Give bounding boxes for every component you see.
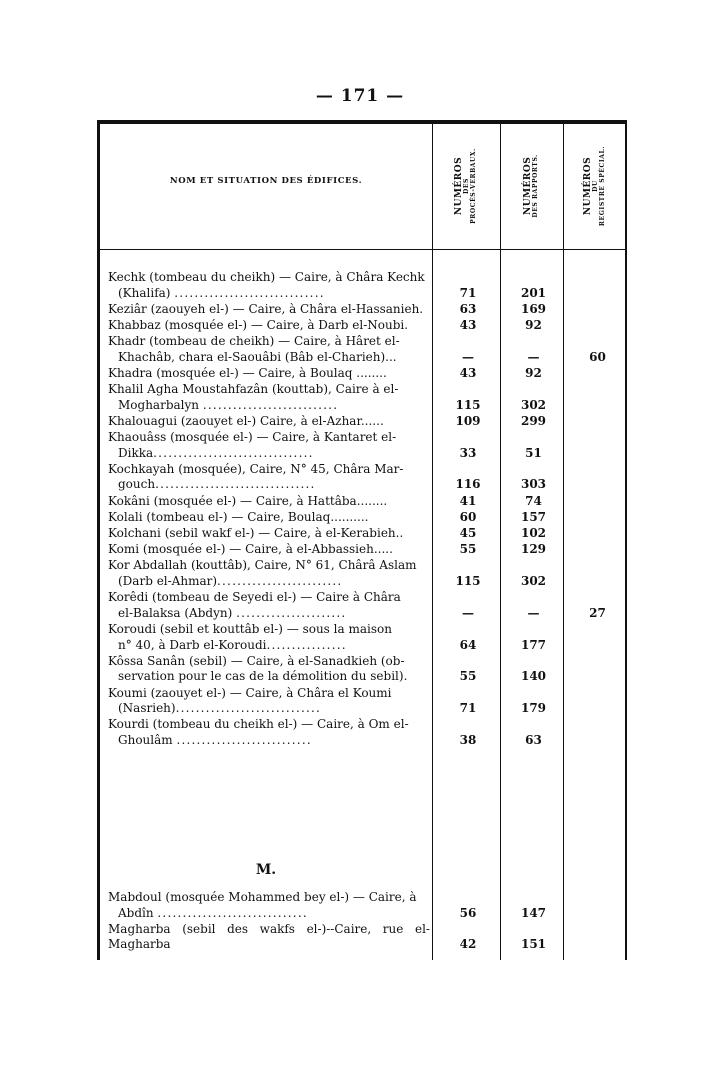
list-item [108, 334, 630, 365]
rapport-number: 92 [525, 365, 542, 380]
leader-dots: ......................... [217, 574, 343, 588]
list-item [108, 366, 630, 382]
rapport-number: 151 [520, 937, 547, 952]
proces-verbal-number: 33 [459, 445, 477, 460]
edifice-line-2 [108, 574, 430, 590]
edifice-line-1: Magharba (sebil des wakfs el-)--Caire, rue el-Magharba [108, 921, 430, 952]
edifice-line-2-text: Khachâb, chara el-Saouâbi (Bâb el-Charieh)... [118, 349, 397, 364]
header-sublabel: REGISTRE SPÉCIAL. [599, 145, 607, 227]
list-item [108, 302, 630, 318]
edifice-name [108, 922, 430, 953]
page-number: — 171 — [315, 86, 405, 106]
header-rapports [500, 130, 563, 242]
leader-dots: .............................. [157, 905, 308, 920]
edifice-line-1: Kechk (tombeau du cheikh) — Caire, à Châra Kechk [108, 270, 425, 284]
list-item [108, 270, 630, 301]
proces-verbal-number: 109 [455, 413, 481, 428]
rapport-number: 63 [525, 732, 542, 747]
edifice-line-2-text: Mogharbalyn [118, 397, 203, 412]
header-label: NUMÉROS [522, 156, 533, 216]
header-label: NUMÉROS [583, 156, 594, 216]
proces-verbal-number: 115 [455, 574, 481, 588]
edifice-line-2 [108, 446, 430, 462]
edifice-name [108, 654, 430, 685]
edifice-name [108, 622, 430, 653]
list-item [108, 542, 630, 558]
edifice-name [108, 318, 430, 334]
edifice-line-1: Kourdi (tombeau du cheikh el-) — Caire, à Om el- [108, 717, 409, 732]
entry-list-m [108, 890, 630, 954]
edifice-line-2-text: el-Balaksa (Abdyn) [118, 605, 237, 620]
section-letter-m: M. [255, 862, 277, 878]
list-item [108, 494, 630, 510]
list-item [108, 622, 630, 653]
edifice-line-2-text: Ghoulâm [118, 732, 177, 747]
edifice-line-1: Keziâr (zaouyeh el-) — Caire, à Châra el-Hassanieh. [108, 301, 424, 316]
leader-dots: ........................... [176, 732, 312, 747]
header-label: NUMÉROS [453, 156, 464, 216]
header-rule [100, 249, 625, 250]
edifice-line-2 [108, 286, 430, 302]
proces-verbal-number: 63 [459, 301, 477, 316]
edifice-line-2-text: gouch [118, 477, 156, 492]
registre-number: 60 [589, 349, 606, 364]
edifice-line-1: Khadr (tombeau de cheikh) — Caire, à Hâret el- [108, 334, 400, 349]
proces-verbal-number: — [462, 605, 474, 620]
leader-dots: ................................ [155, 477, 316, 492]
rapport-number: 302 [520, 397, 547, 412]
proces-verbal-number: 43 [459, 365, 477, 380]
header-registre-special [563, 130, 628, 242]
edifice-line-1: Kochkayah (mosquée), Caire, N° 45, Châra Mar- [108, 461, 404, 476]
edifice-line-1: Kolali (tombeau el-) — Caire, Boulaq.......... [108, 509, 369, 524]
edifice-name [108, 302, 430, 318]
registre-number: 27 [589, 605, 606, 620]
rapport-number: 299 [520, 413, 547, 428]
edifice-line-2-text: (Darb el-Ahmar) [118, 574, 218, 588]
edifice-name [108, 334, 430, 365]
rapport-number: 302 [520, 574, 547, 588]
rapport-number: 303 [520, 477, 547, 492]
rapport-number: 201 [520, 285, 547, 300]
entry-list [108, 270, 630, 749]
leader-dots: ........................... [202, 397, 339, 412]
edifice-line-2 [108, 398, 430, 414]
index-table [97, 120, 627, 960]
edifice-line-1: Koroudi (sebil et kouttâb el-) — sous la maison [108, 621, 392, 636]
edifice-name [108, 366, 430, 382]
edifice-name [108, 590, 430, 621]
list-item [108, 890, 630, 921]
edifice-name [108, 270, 430, 301]
edifice-line-1: Khalil Agha Moustahfazân (kouttab), Caire à el- [108, 382, 399, 397]
list-item [108, 462, 630, 493]
rapport-number: 140 [520, 669, 547, 684]
edifice-line-2 [108, 477, 430, 493]
leader-dots: ............................. [175, 701, 322, 716]
list-item [108, 686, 630, 717]
edifice-line-2-text: Abdîn [118, 905, 158, 920]
edifice-name [108, 382, 430, 413]
header-sublabel: PROCÈS-VERBAUX. [469, 148, 477, 224]
proces-verbal-number: 115 [455, 397, 481, 412]
proces-verbal-number: 38 [459, 732, 477, 747]
list-item [108, 382, 630, 413]
proces-verbal-number: — [462, 349, 474, 364]
list-item [108, 717, 630, 748]
proces-verbal-number: 71 [459, 701, 477, 716]
rapport-number: 147 [520, 905, 547, 920]
proces-verbal-number: 71 [459, 285, 477, 300]
list-item [108, 558, 630, 589]
header-sublabel: DES RAPPORTS. [532, 154, 540, 218]
edifice-line-2 [108, 606, 430, 622]
edifice-line-2 [108, 906, 430, 922]
edifice-line-2-text: (Nasrieh) [118, 701, 176, 716]
rapport-number: 51 [525, 445, 542, 460]
edifice-line-1: Mabdoul (mosquée Mohammed bey el-) — Caire, à [108, 890, 417, 904]
edifice-line-2 [108, 701, 430, 717]
edifice-name [108, 717, 430, 748]
header-sublabel: DU [592, 180, 600, 192]
leader-dots: ...................... [236, 605, 347, 620]
edifice-line-1: Khadra (mosquée el-) — Caire, à Boulaq ........ [108, 365, 387, 380]
rapport-number: 179 [520, 701, 547, 716]
proces-verbal-number: 42 [459, 937, 477, 952]
list-item [108, 590, 630, 621]
rapport-number: 129 [520, 542, 547, 557]
edifice-line-1: Khabbaz (mosquée el-) — Caire, à Darb el-Noubi. [108, 317, 409, 332]
proces-verbal-number: 55 [459, 669, 477, 684]
list-item [108, 526, 630, 542]
edifice-line-1: Khalouagui (zaouyet el-) Caire, à el-Azhar...... [108, 413, 384, 428]
edifice-line-1: Kolchani (sebil wakf el-) — Caire, à el-Kerabieh.. [108, 526, 404, 541]
proces-verbal-number: 45 [459, 526, 477, 541]
proces-verbal-number: 43 [459, 317, 477, 332]
rapport-number: 92 [525, 317, 542, 332]
header-sublabel: DES [463, 178, 471, 194]
edifice-name [108, 890, 430, 921]
list-item [108, 510, 630, 526]
rapport-number: 74 [525, 493, 542, 508]
leader-dots: ................................ [153, 445, 314, 460]
edifice-line-2 [108, 638, 430, 654]
rapport-number: 169 [520, 301, 547, 316]
leader-dots: .............................. [174, 285, 325, 300]
edifice-line-1: Kôssa Sanân (sebil) — Caire, à el-Sanadkieh (ob- [108, 653, 405, 668]
rapport-number: 102 [520, 526, 547, 541]
list-item [108, 430, 630, 461]
list-item [108, 654, 630, 685]
edifice-line-2 [108, 733, 430, 749]
list-item [108, 318, 630, 334]
edifice-line-2-text: Dikka [118, 445, 154, 460]
edifice-name [108, 542, 430, 558]
rapport-number: — [527, 605, 540, 620]
edifice-line-2 [108, 669, 430, 685]
proces-verbal-number: 56 [459, 905, 477, 920]
edifice-line-1: Kor Abdallah (kouttâb), Caire, N° 61, Chârâ Aslam [108, 558, 417, 573]
edifice-line-1: Komi (mosquée el-) — Caire, à el-Abbassieh..... [108, 542, 393, 557]
header-proces-verbaux [432, 130, 500, 242]
leader-dots: ................ [266, 637, 347, 652]
list-item [108, 922, 630, 953]
proces-verbal-number: 60 [459, 509, 477, 524]
proces-verbal-number: 64 [459, 637, 477, 652]
proces-verbal-number: 55 [459, 542, 477, 557]
rapport-number: — [527, 349, 540, 364]
rapport-number: 177 [520, 637, 547, 652]
proces-verbal-number: 41 [459, 493, 477, 508]
list-item [108, 414, 630, 430]
edifice-name [108, 510, 430, 526]
edifice-name [108, 430, 430, 461]
edifice-line-1: Korêdi (tombeau de Seyedi el-) — Caire à Châra [108, 590, 401, 605]
edifice-name [108, 686, 430, 717]
edifice-name [108, 414, 430, 430]
proces-verbal-number: 116 [455, 477, 481, 492]
rapport-number: 157 [520, 509, 547, 524]
edifice-name [108, 526, 430, 542]
edifice-line-2 [108, 350, 430, 366]
edifice-line-2-text: n° 40, à Darb el-Koroudi [118, 637, 267, 652]
edifice-line-2-text: servation pour le cas de la démolition du sebil). [118, 669, 408, 684]
edifice-name [108, 462, 430, 493]
edifice-line-2-text: (Khalifa) [118, 285, 175, 300]
edifice-line-1: Kokâni (mosquée el-) — Caire, à Hattâba........ [108, 493, 388, 508]
edifice-line-1: Koumi (zaouyet el-) — Caire, à Châra el Koumi [108, 685, 392, 700]
edifice-name [108, 494, 430, 510]
edifice-line-1: Khaouâss (mosquée el-) — Caire, à Kantaret el- [108, 430, 397, 445]
edifice-name [108, 558, 430, 589]
header-name-column: NOM ET SITUATION DES ÉDIFICES. [169, 176, 363, 186]
